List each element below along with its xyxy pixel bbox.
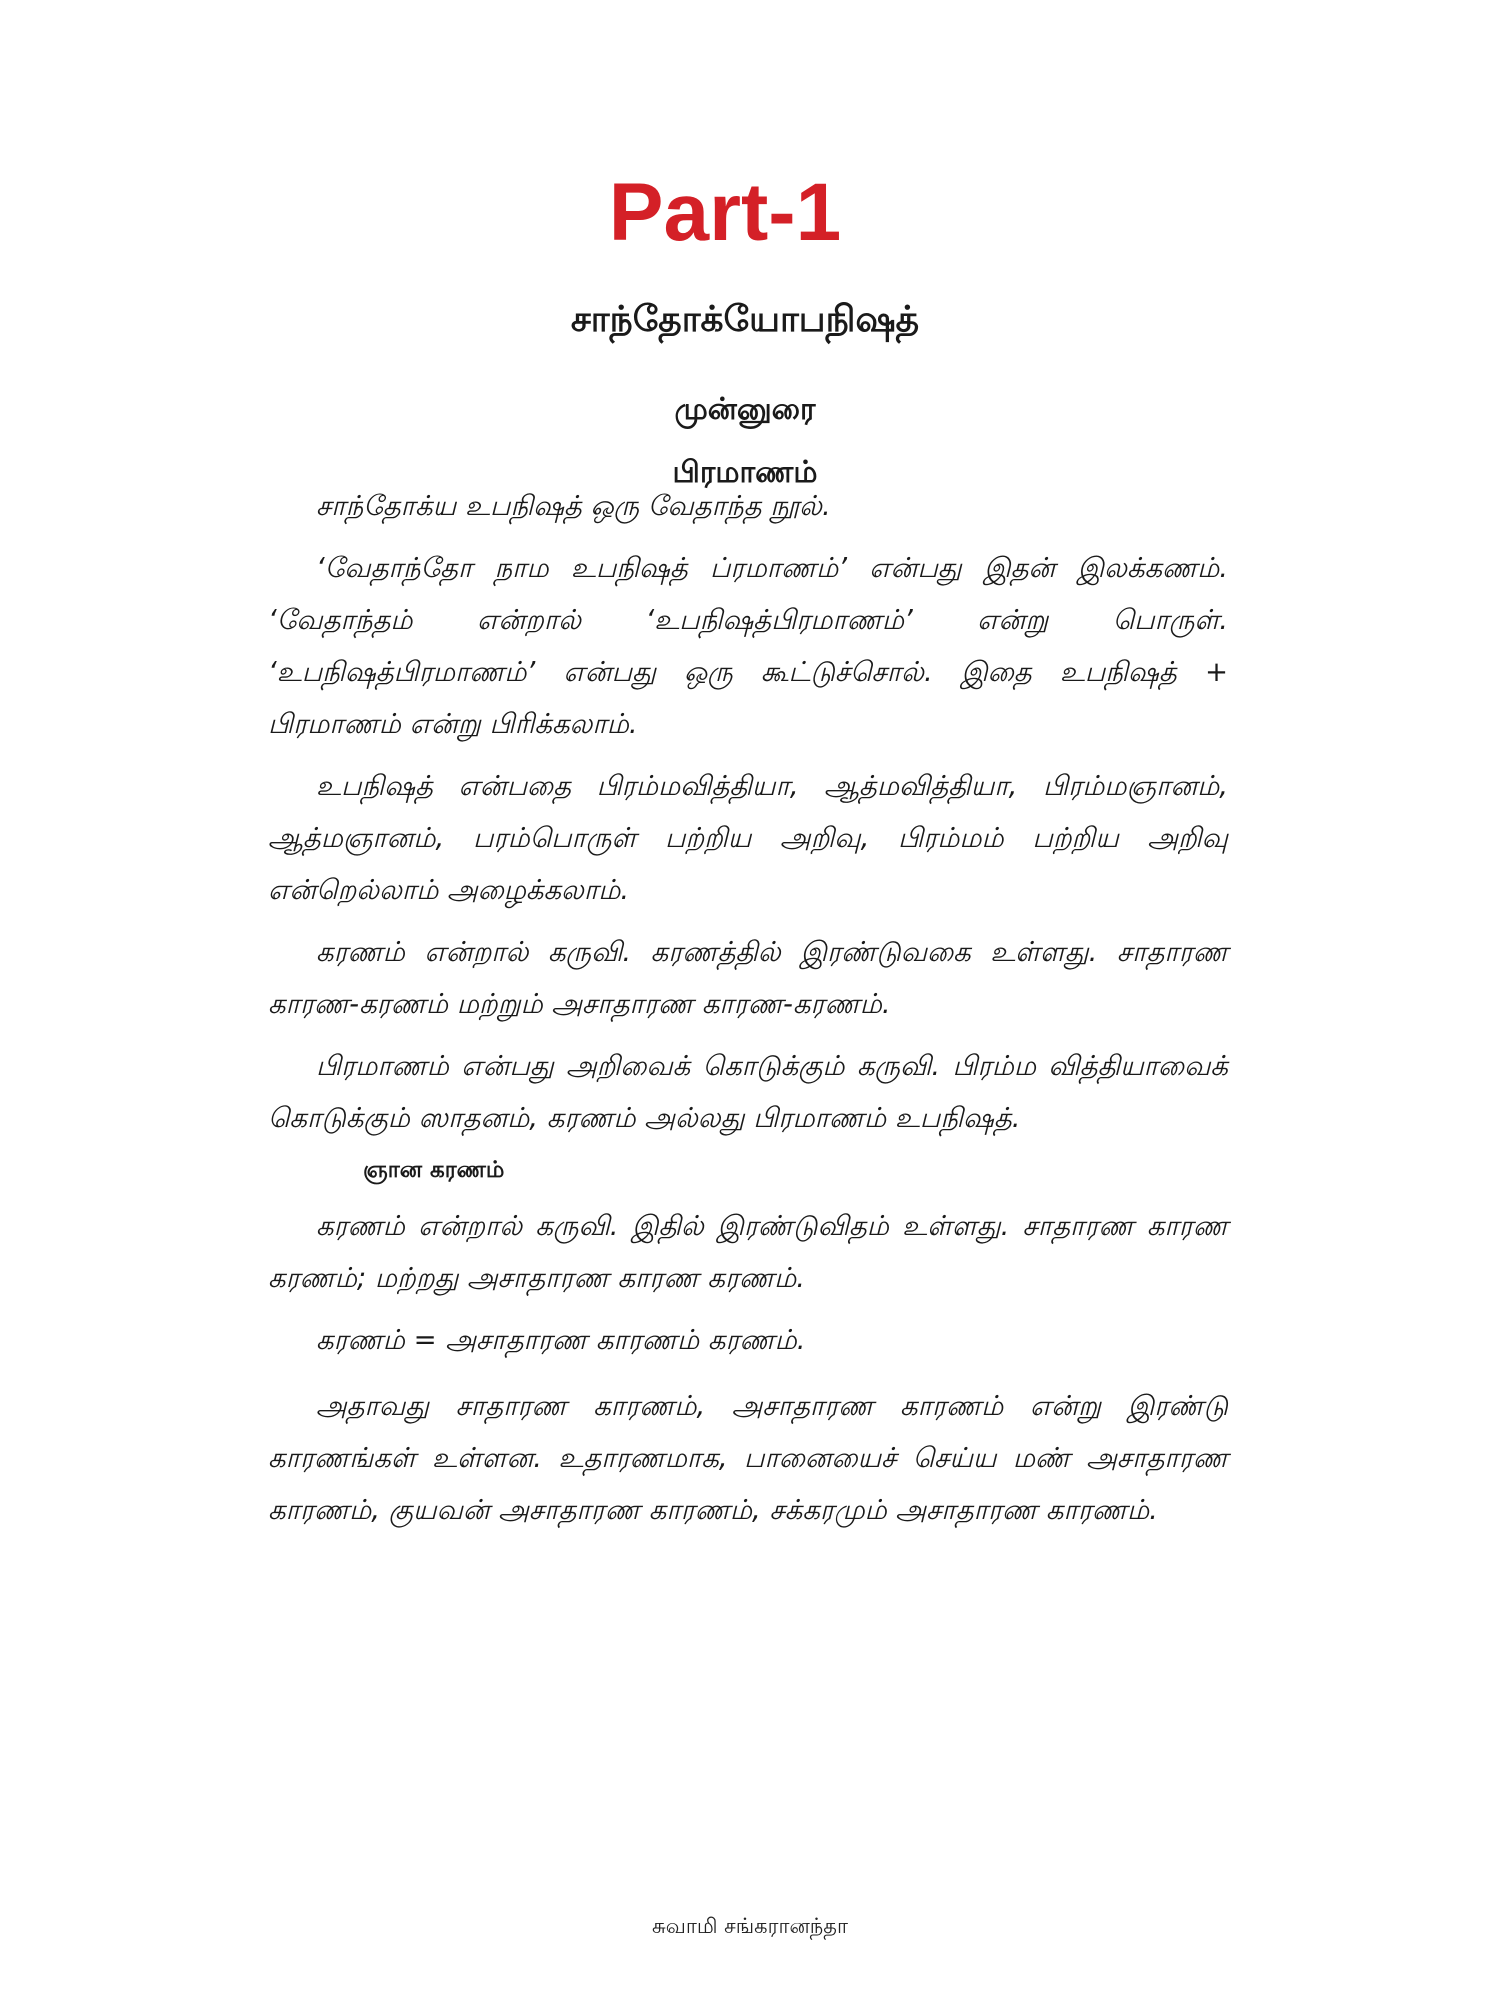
- preface-heading: முன்னுரை: [674, 392, 816, 427]
- paragraph: கரணம் என்றால் கருவி. இதில் இரண்டுவிதம் உள்ளது. சாதாரண காரண கரணம்; மற்றது அசாதாரண காரண கரணம்.: [268, 1210, 1228, 1294]
- paragraph: சாந்தோக்ய உபநிஷத் ஒரு வேதாந்த நூல்.: [316, 490, 831, 522]
- inline-heading: ஞான கரணம்: [363, 1157, 505, 1183]
- paragraph: ‘வேதாந்தோ நாம உபநிஷத் ப்ரமாணம்’ என்பது இதன் இலக்கணம். ‘வேதாந்தம் என்றால் ‘உபநிஷத்பிரமாணம்’ என்று பொருள். ‘உபநிஷத்பிரமாணம்’ என்பது ஒரு கூட்டுச்சொல். இதை உபநிஷத் + பிரமாணம் என்று பிரிக்கலாம்.: [268, 552, 1228, 740]
- paragraph: கரணம் என்றால் கருவி. கரணத்தில் இரண்டுவகை உள்ளது. சாதாரண காரண-கரணம் மற்றும் அசாதாரண காரண-கரணம்.: [268, 936, 1228, 1020]
- paragraph: அதாவது சாதாரண காரணம், அசாதாரண காரணம் என்று இரண்டு காரணங்கள் உள்ளன. உதாரணமாக, பானையைச் செய்ய மண் அசாதாரண காரணம், குயவன் அசாதாரண காரணம், சக்கரமும் அசாதாரண காரணம்.: [268, 1390, 1228, 1526]
- section-heading: பிரமாணம்: [672, 455, 818, 490]
- paragraph: உபநிஷத் என்பதை பிரம்மவித்தியா, ஆத்மவித்தியா, பிரம்மஞானம், ஆத்மஞானம், பரம்பொருள் பற்றிய அறிவு, பிரம்மம் பற்றிய அறிவு என்றெல்லாம் அழைக்கலாம்.: [268, 770, 1228, 906]
- part-heading: Part-1: [608, 166, 842, 258]
- body-text: [268, 480, 1228, 1546]
- book-title: சாந்தோக்யோபநிஷத்: [570, 298, 920, 340]
- paragraph: பிரமாணம் என்பது அறிவைக் கொடுக்கும் கருவி. பிரம்ம வித்தியாவைக் கொடுக்கும் ஸாதனம், கரணம் அல்லது பிரமாணம் உபநிஷத்.: [268, 1050, 1228, 1134]
- author-footer: சுவாமி சங்கரானந்தா: [652, 1914, 848, 1938]
- formula-line: கரணம் = அசாதாரண காரணம் கரணம்.: [316, 1324, 806, 1356]
